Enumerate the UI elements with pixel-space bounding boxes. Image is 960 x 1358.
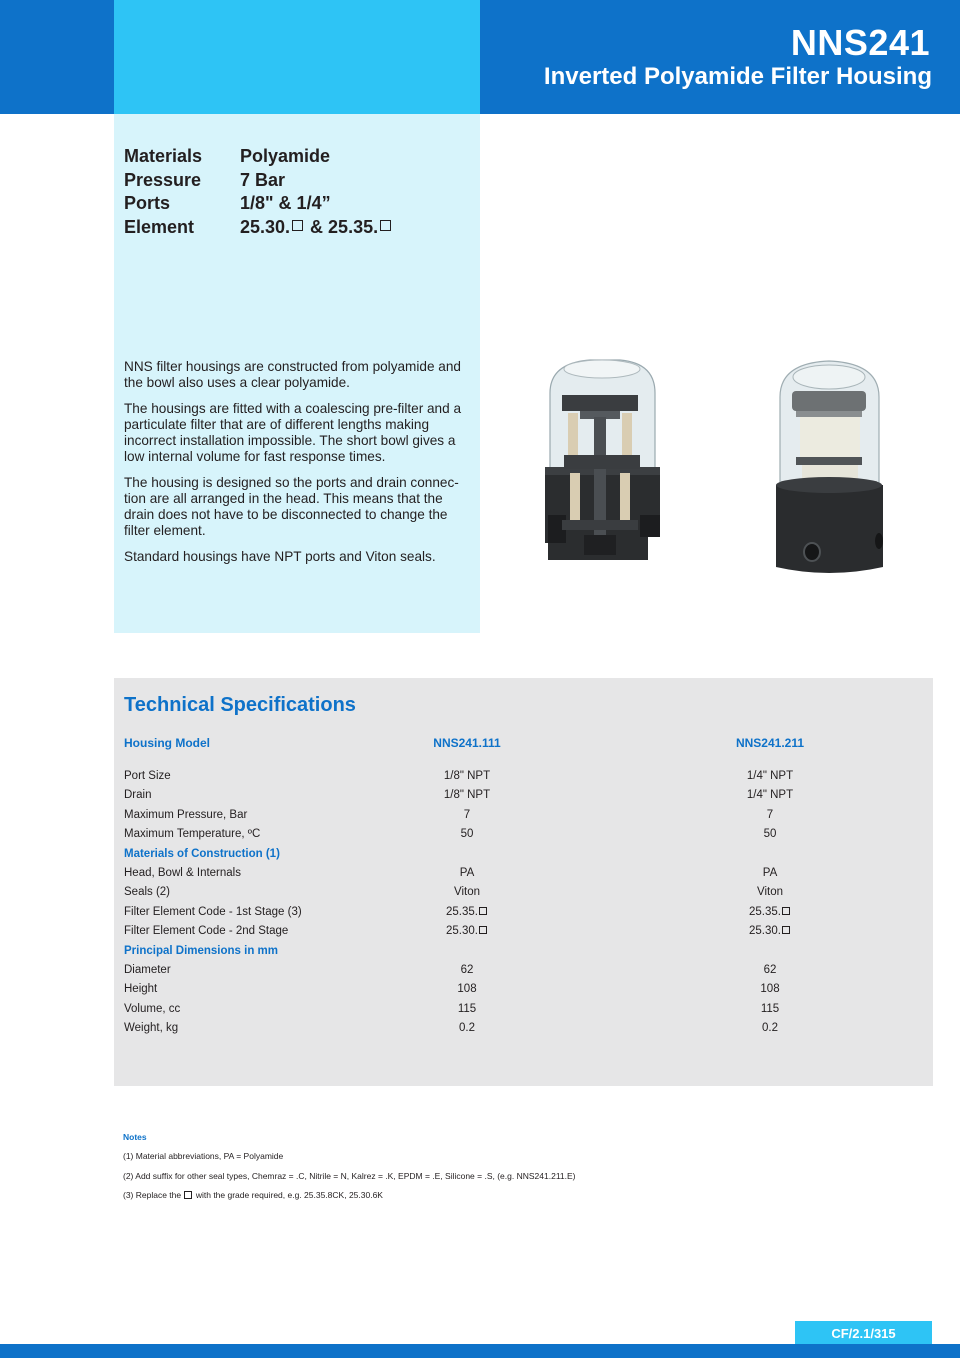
table-row (124, 770, 924, 789)
cell-value: 0.2 (459, 1022, 475, 1035)
product-title: Inverted Polyamide Filter Housing (543, 63, 932, 90)
column-header: Housing Model (124, 736, 210, 750)
cell-value: 7 (766, 808, 774, 821)
row-label: Filter Element Code - 2nd Stage (124, 925, 289, 938)
key-specs (124, 146, 393, 240)
description-paragraph: NNS filter housings are constructed from polyamide and the bowl also uses a clear polyamide. (124, 359, 461, 390)
cell-value: 115 (457, 1002, 477, 1015)
cell-value: 0.2 (762, 1022, 778, 1035)
footer-bar (0, 1344, 960, 1358)
row-label: Materials of Construction (1) (124, 847, 280, 860)
grade-placeholder-box-icon (184, 1191, 192, 1199)
table-row (124, 789, 924, 808)
key-spec-label: Pressure (124, 169, 202, 190)
cell-value: PA (459, 866, 475, 879)
notes (123, 1132, 576, 1210)
key-spec-value (240, 217, 393, 241)
note-text: with the grade required, e.g. 25.35.8CK, 25.30.6K (193, 1190, 383, 1200)
cell-value: 1/8" NPT (443, 770, 491, 782)
grade-placeholder-box-icon (380, 220, 391, 231)
grade-placeholder-box-icon (479, 926, 487, 934)
description-paragraph: The housing is designed so the ports and drain connec-tion are all arranged in the head. This means that the drain does not have to be disconnected to change the filter element. (124, 475, 459, 538)
key-spec-label: Materials (124, 146, 203, 166)
table-row (124, 964, 924, 983)
row-label: Filter Element Code - 1st Stage (3) (124, 905, 302, 918)
cell-value: 1/4" NPT (746, 789, 794, 802)
key-spec-label: Element (124, 216, 195, 237)
row-label: Port Size (124, 770, 171, 782)
grade-placeholder-box-icon (782, 926, 790, 934)
notes-title: Notes (123, 1132, 147, 1142)
page-code: CF/2.1/315 (795, 1321, 932, 1344)
description-paragraph: Standard housings have NPT ports and Viton seals. (124, 549, 436, 564)
cell-value: 115 (760, 1002, 780, 1015)
row-label: Principal Dimensions in mm (124, 944, 279, 957)
cell-value: 1/8" NPT (443, 789, 491, 802)
key-spec-pressure (124, 170, 393, 194)
table-header (124, 736, 924, 752)
cell-value: PA (762, 866, 778, 879)
row-label: Volume, cc (124, 1002, 181, 1015)
note-item: (2) Add suffix for other seal types, Chemraz = .C, Nitrile = N, Kalrez = .K, EPDM = .E, Silicone = .S, (e.g. NNS241.211.E) (123, 1170, 576, 1181)
key-spec-value: Polyamide (240, 146, 331, 166)
note-item (123, 1190, 576, 1210)
key-spec-value: 1/8" & 1/4” (240, 193, 331, 213)
element-code: 25.30. (749, 925, 781, 938)
cell-value (660, 906, 880, 918)
cell-value: 1/4" NPT (746, 770, 794, 782)
spec-table (124, 770, 924, 1041)
table-row (124, 906, 924, 925)
grade-placeholder-box-icon (782, 907, 790, 915)
cell-value: Viton (756, 886, 783, 899)
grade-placeholder-box-icon (292, 220, 303, 231)
row-label: Weight, kg (124, 1022, 179, 1035)
note-item: (1) Material abbreviations, PA = Polyamide (123, 1151, 284, 1161)
cell-value (357, 906, 577, 918)
header-accent-bar (114, 0, 480, 114)
product-code: NNS241 (790, 22, 930, 63)
table-section-heading (124, 945, 924, 964)
element-code: 25.35. (446, 905, 478, 918)
table-row (124, 983, 924, 1002)
technical-specifications (114, 678, 933, 1086)
cell-value: Viton (453, 886, 480, 899)
row-label: Maximum Pressure, Bar (124, 808, 248, 821)
row-label: Height (124, 983, 158, 996)
cell-value (357, 925, 577, 937)
cell-value: 50 (763, 828, 777, 841)
table-row (124, 828, 924, 847)
element-code-a: 25.30. (240, 216, 291, 237)
element-code-b: & 25.35. (305, 216, 379, 237)
cell-value: 62 (460, 963, 474, 976)
cell-value: 108 (760, 983, 780, 996)
product-description (124, 359, 472, 575)
cell-value: 50 (460, 828, 474, 841)
assembled-housing-image (772, 355, 887, 580)
column-header: NNS241.211 (735, 736, 805, 750)
note-text: (3) Replace the (123, 1190, 184, 1200)
row-label: Seals (2) (124, 886, 171, 899)
table-row (124, 867, 924, 886)
cutaway-housing-image (540, 355, 670, 565)
key-spec-value: 7 Bar (240, 169, 286, 190)
row-label: Maximum Temperature, ºC (124, 828, 261, 841)
table-row (124, 925, 924, 944)
table-row (124, 809, 924, 828)
key-spec-ports (124, 193, 393, 217)
row-label: Drain (124, 789, 152, 802)
key-spec-label: Ports (124, 193, 171, 213)
key-spec-materials (124, 146, 393, 170)
header-left-bar (0, 0, 114, 114)
cell-value: 62 (763, 963, 777, 976)
cell-value (660, 925, 880, 937)
description-paragraph: The housings are fitted with a coalescing pre-filter and a particulate filter that are of different lengths making incorrect installation impossible. The short bowl gives a low internal volume for fast response times. (124, 401, 462, 464)
element-code: 25.35. (749, 905, 781, 918)
cell-value: 7 (463, 808, 471, 821)
table-row (124, 1003, 924, 1022)
table-row (124, 886, 924, 905)
header-title-bar (480, 0, 960, 114)
grade-placeholder-box-icon (479, 907, 487, 915)
info-panel (114, 114, 480, 633)
section-heading: Technical Specifications (124, 694, 356, 716)
row-label: Diameter (124, 963, 171, 976)
row-label: Head, Bowl & Internals (124, 866, 241, 879)
cell-value: 108 (457, 983, 477, 996)
element-code: 25.30. (446, 925, 478, 938)
key-spec-element (124, 217, 393, 241)
column-header: NNS241.111 (433, 736, 501, 750)
table-row (124, 1022, 924, 1041)
table-section-heading (124, 848, 924, 867)
